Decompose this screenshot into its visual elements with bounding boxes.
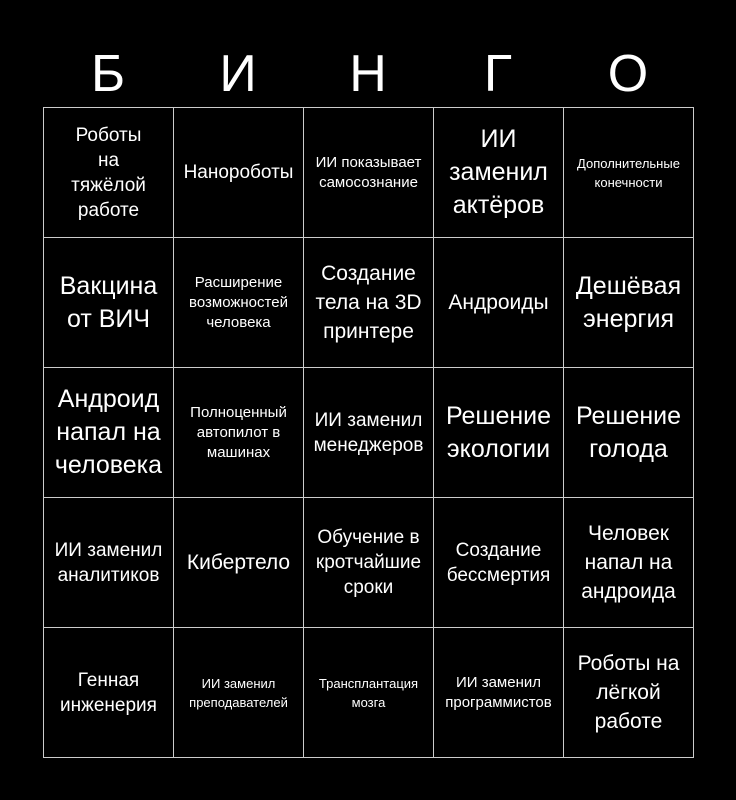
bingo-board	[43, 107, 694, 758]
cell-label: Создание тела на 3D принтере	[315, 262, 422, 343]
header-letter-b: Б	[90, 45, 126, 103]
cell-label: ИИ показывает самосознание	[315, 153, 422, 191]
cell-label: Роботы на лёгкой работе	[577, 652, 680, 733]
bingo-cell-r4c5[interactable]	[564, 498, 694, 628]
bingo-cell-r3c5[interactable]	[564, 368, 694, 498]
cell-label: Решение экологии	[445, 401, 552, 463]
cell-label: ИИ заменил аналитиков	[54, 539, 163, 586]
bingo-cell-r2c5[interactable]	[564, 238, 694, 368]
cell-label: Генная инженерия	[60, 669, 157, 716]
cell-label: Вакцина от ВИЧ	[59, 271, 158, 333]
cell-label: Роботы на тяжёлой работе	[71, 124, 146, 221]
cell-label: Андроид напал на человека	[54, 385, 163, 479]
cell-label: Дополнительные конечности	[577, 155, 680, 190]
cell-label: Полноценный автопилот в машинах	[190, 403, 287, 461]
cell-label: Человек напал на андроида	[581, 522, 676, 603]
bingo-cell-r3c2[interactable]	[174, 368, 304, 498]
header-letter-o: О	[607, 45, 649, 103]
bingo-cell-r1c1[interactable]	[44, 108, 174, 238]
cell-label: Нанороботы	[183, 162, 294, 183]
bingo-cell-r3c1[interactable]	[44, 368, 174, 498]
bingo-cell-r2c4[interactable]	[434, 238, 564, 368]
bingo-cell-r3c3[interactable]	[304, 368, 434, 498]
bingo-cell-r5c4[interactable]	[434, 628, 564, 758]
cell-label: Кибертело	[186, 551, 291, 574]
header-letter-g: Г	[483, 45, 513, 103]
header-letter-n: Н	[349, 45, 387, 103]
bingo-cell-r1c3[interactable]	[304, 108, 434, 238]
cell-label: ИИ заменил менеджеров	[313, 409, 424, 456]
header-letter-i: И	[219, 45, 257, 103]
bingo-cell-r2c2[interactable]	[174, 238, 304, 368]
bingo-cell-r1c2[interactable]	[174, 108, 304, 238]
cell-label: Расширение возможностей человека	[189, 273, 288, 331]
bingo-cell-r5c3[interactable]	[304, 628, 434, 758]
cell-label: Трансплантация мозга	[318, 675, 419, 710]
bingo-cell-r5c5[interactable]	[564, 628, 694, 758]
cell-label: ИИ заменил преподавателей	[189, 675, 288, 710]
cell-label: Создание бессмертия	[446, 539, 551, 586]
cell-label: Андроиды	[448, 291, 549, 314]
bingo-header	[43, 44, 693, 104]
bingo-cell-r4c4[interactable]	[434, 498, 564, 628]
bingo-cell-r1c5[interactable]	[564, 108, 694, 238]
bingo-cell-r5c2[interactable]	[174, 628, 304, 758]
bingo-cell-r1c4[interactable]	[434, 108, 564, 238]
cell-label: ИИ заменил программистов	[445, 673, 552, 711]
bingo-cell-r4c3[interactable]	[304, 498, 434, 628]
bingo-cell-r5c1[interactable]	[44, 628, 174, 758]
cell-label: Дешёвая энергия	[575, 271, 682, 333]
bingo-cell-r2c3[interactable]	[304, 238, 434, 368]
cell-label: Обучение в кротчайшие сроки	[315, 527, 422, 598]
bingo-cell-r2c1[interactable]	[44, 238, 174, 368]
cell-label: Решение голода	[575, 401, 682, 463]
cell-label: ИИ заменил актёров	[449, 125, 548, 219]
bingo-cell-r4c2[interactable]	[174, 498, 304, 628]
bingo-cell-r4c1[interactable]	[44, 498, 174, 628]
bingo-cell-r3c4[interactable]	[434, 368, 564, 498]
